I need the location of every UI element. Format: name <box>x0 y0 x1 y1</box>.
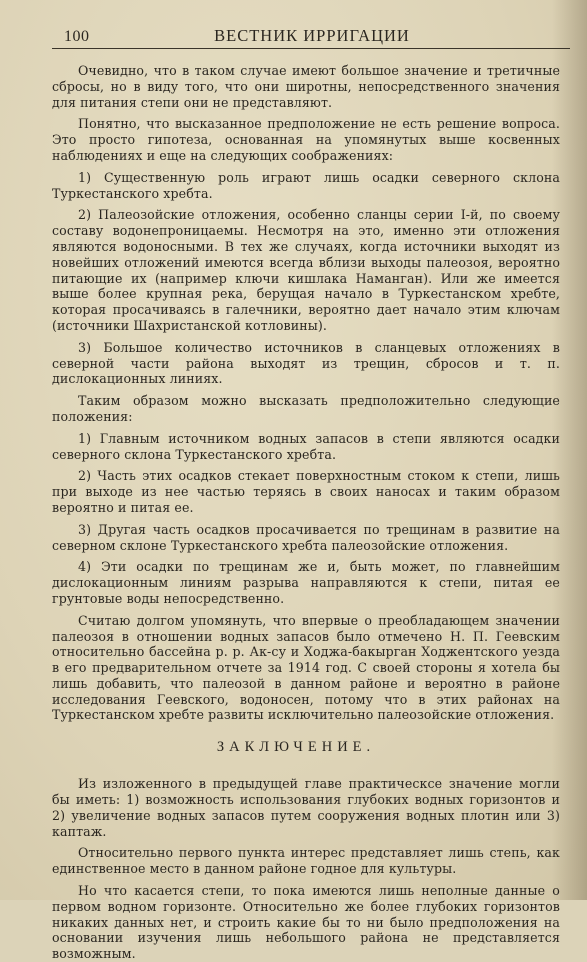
paragraph: Считаю долгом упомянуть, что впервые о преобладающем значении палеозоя в отношении водных запасов было отмечено Н. П. Геевским относительно бассейна р. р. Ак-су и Ходжа-бакырган Ходжентского уезда в его предварительном отчете за 1914 год. С своей стороны я хотела бы лишь добавить, что палеозой в данном районе и вероятно в районе исследования Геевского, водоносен, потому что в этих районах на Туркестанском хребте развиты исключительно палеозойские отложения. <box>52 612 560 723</box>
page-number: 100 <box>64 28 90 45</box>
paragraph: Таким образом можно высказать предположительно следующие положения: <box>52 393 560 424</box>
list-item: 4) Эти осадки по трещинам же и, быть может, по главнейшим дислокационным линиям разрыва направляются к степи, питая ее грунтовые воды непосредственно. <box>52 559 560 606</box>
body-text <box>52 63 560 962</box>
list-item: 2) Палеозойские отложения, особенно сланцы серии I-й, по своему составу водонепроницаемы. Несмотря на это, именно эти отложения являются водоносными. В тех же случаях, когда источники выходят из новейших отложений имеются всегда вблизи выходы палеозоя, вероятно питающие их (например ключи кишлака Наманган). Или же имеется выше более крупная река, берущая начало в Туркестанском хребте, которая просачиваясь в галечники, вероятно дает начало этим ключам (источники Шахристанской котловины). <box>52 207 560 333</box>
list-item: 3) Большое количество источников в сланцевых отложениях в северной части района выходят из трещин, сбросов и т. п. дислокационных линиях. <box>52 339 560 387</box>
paragraph: Понятно, что высказанное предположение не есть решение вопроса. Это просто гипотеза, основанная на упомянутых выше косвенных наблюдениях и еще на следующих соображениях: <box>52 116 560 163</box>
list-item: 1) Существенную роль играют лишь осадки северного склона Туркестанского хребта. <box>52 169 560 201</box>
journal-title: ВЕСТНИК ИРРИГАЦИИ <box>214 26 410 45</box>
list-item: 1) Главным источником водных запасов в степи являются осадки северного склона Туркестанского хребта. <box>52 430 560 462</box>
list-item: 3) Другая часть осадков просачивается по трещинам в развитие на северном склоне Туркестанского хребта палеозойские отложения. <box>52 521 560 553</box>
paragraph: Очевидно, что в таком случае имеют большое значение и третичные сбросы, но в виду того, что они широтны, непосредственного значения для питания степи они не представляют. <box>52 63 560 110</box>
paragraph: Относительно первого пункта интерес представляет лишь степь, как единственное место в данном районе годное для культуры. <box>52 845 560 877</box>
list-item: 2) Часть этих осадков стекает поверхностным стоком к степи, лишь при выходе из нее частью теряясь в своих наносах и таким образом вероятно и питая ее. <box>52 468 560 515</box>
page-header <box>52 26 570 49</box>
section-title: ЗАКЛЮЧЕНИЕ. <box>216 739 376 756</box>
paragraph: Но что касается степи, то пока имеются лишь неполные данные о первом водном горизонте. Относительно же более глубоких горизонтов никаких данных нет, и строить какие бы то ни было предположения на основании изучения лишь небольшого района не представляется возможным. <box>52 883 560 962</box>
paragraph: Из изложенного в предыдущей главе практическсе значение могли бы иметь: 1) возможность использования глубоких водных горизонтов и 2) увеличение водных запасов путем сооружения водных плотин или 3) каптаж. <box>52 776 560 839</box>
